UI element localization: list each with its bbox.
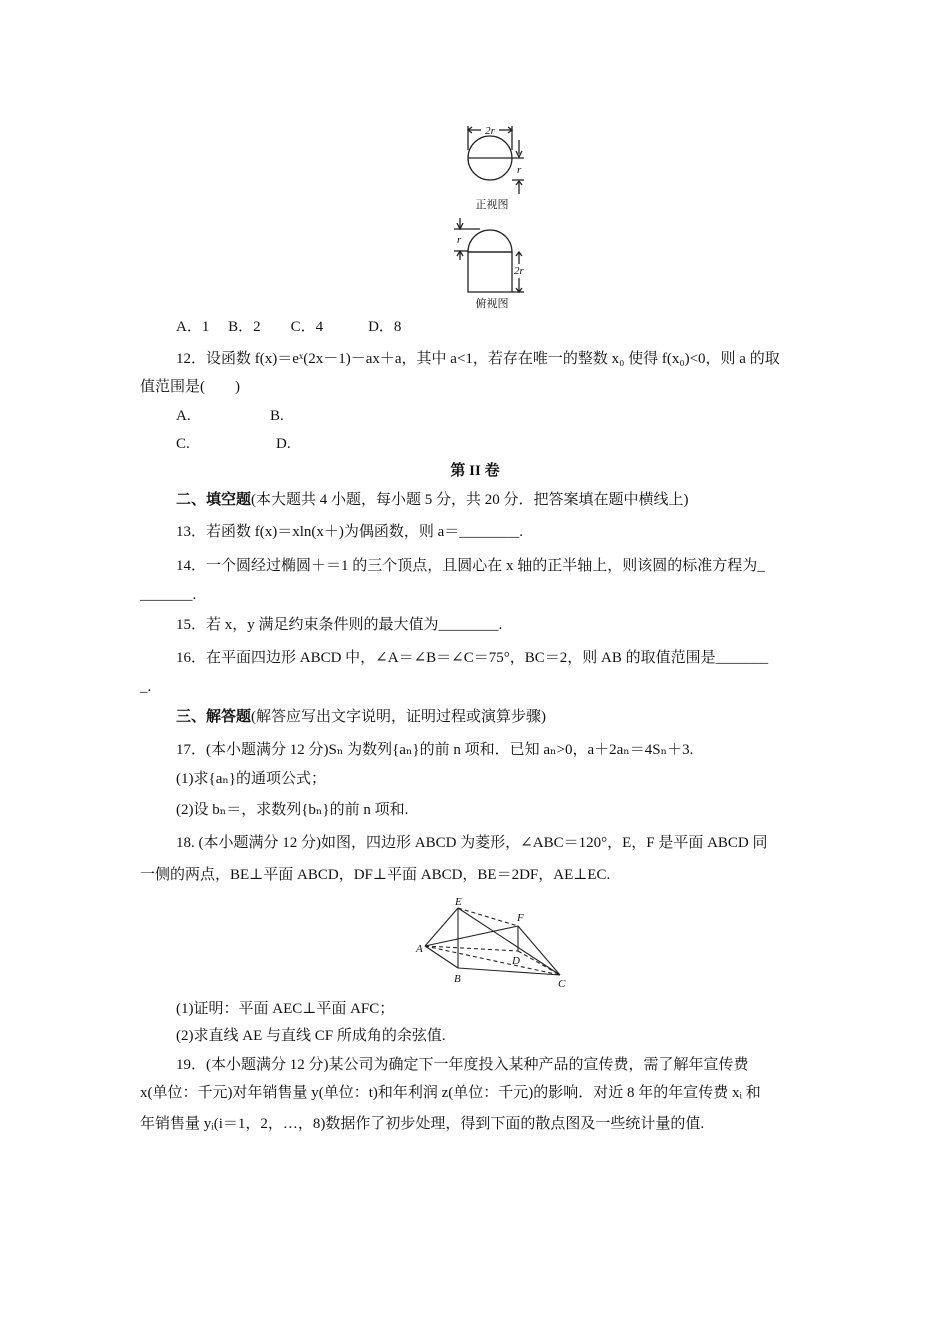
q17-stem: 17．(本小题满分 12 分)Sₙ 为数列{aₙ}的前 n 项和．已知 aₙ>0，a＋2aₙ＝4Sₙ＋3. <box>176 742 694 758</box>
solve-heading-label: 三、解答题 <box>176 709 252 725</box>
q16-line1: 16．在平面四边形 ABCD 中，∠A＝∠B＝∠C＝75°，BC＝2，则 AB 的取值范围是_______ <box>176 650 769 666</box>
q12-option-d: D. <box>276 436 291 452</box>
q12-line1: 12．设函数 f(x)＝eˣ(2x－1)－ax＋a，其中 a<1，若存在唯一的整数 x₀ 使得 f(x₀)<0，则 a 的取 <box>176 351 780 367</box>
front-view-width-label: 2r <box>485 125 495 137</box>
q12-option-a: A. <box>176 408 191 424</box>
figure-label-e: E <box>455 896 462 908</box>
fill-blank-heading <box>176 490 689 510</box>
front-view-caption: 正视图 <box>475 199 509 211</box>
figure-label-c: C <box>558 978 566 990</box>
figure-label-d: D <box>512 955 520 967</box>
top-view-height-label-left: r <box>457 234 462 246</box>
solve-heading <box>176 707 546 727</box>
q18-part2: (2)求直线 AE 与直线 CF 所成角的余弦值. <box>176 1028 446 1044</box>
q15: 15．若 x，y 满足约束条件则的最大值为________. <box>176 617 503 633</box>
q12-option-b: B. <box>270 408 284 424</box>
figure-label-f: F <box>517 912 524 924</box>
q18-part1: (1)证明：平面 AEC⊥平面 AFC； <box>176 1001 395 1017</box>
top-view-caption: 俯视图 <box>475 298 509 310</box>
q16-line2: _. <box>140 679 152 695</box>
q12-line2: 值范围是( ) <box>140 379 240 395</box>
q13: 13．若函数 f(x)＝xln(x＋)为偶函数，则 a＝________. <box>176 524 524 540</box>
section-ii-title: 第 II 卷 <box>450 463 500 479</box>
top-view-height-label-right: 2r <box>514 265 524 277</box>
q17-part2: (2)设 bₙ＝，求数列{bₙ}的前 n 项和. <box>176 802 409 818</box>
q18-line2: 一侧的两点，BE⊥平面 ABCD，DF⊥平面 ABCD，BE＝2DF，AE⊥EC. <box>140 867 611 883</box>
q12-option-c: C. <box>176 436 190 452</box>
fill-blank-heading-label: 二、填空题 <box>176 492 252 508</box>
top-view <box>454 218 524 292</box>
fill-blank-heading-note: (本大题共 4 小题，每小题 5 分，共 20 分．把答案填在题中横线上) <box>251 492 689 508</box>
q19-line3: 年销售量 yᵢ(i＝1，2，…，8)数据作了初步处理，得到下面的散点图及一些统计量的值. <box>140 1116 705 1132</box>
three-view-figure <box>440 118 540 313</box>
q17-part1: (1)求{aₙ}的通项公式； <box>176 771 327 787</box>
q18-line1: 18. (本小题满分 12 分)如图，四边形 ABCD 为菱形，∠ABC＝120°，E，F 是平面 ABCD 同 <box>176 835 768 851</box>
front-view-height-label: r <box>517 164 522 176</box>
rhombus-solid-figure <box>410 893 580 993</box>
q14-line2: _______. <box>140 587 197 603</box>
q19-line2: x(单位：千元)对年销售量 y(单位：t)和年利润 z(单位：千元)的影响．对近 8 年的年宣传费 xᵢ 和 <box>140 1085 761 1101</box>
front-view <box>468 126 524 194</box>
q19-line1: 19．(本小题满分 12 分)某公司为确定下一年度投入某种产品的宣传费，需了解年宣传费 <box>176 1057 749 1073</box>
figure-label-a: A <box>416 943 423 955</box>
solve-heading-note: (解答应写出文字说明，证明过程或演算步骤) <box>251 709 547 725</box>
q11-options: A．1 B．2 C．4 D．8 <box>176 319 402 335</box>
q14-line1: 14．一个圆经过椭圆＋＝1 的三个顶点，且圆心在 x 轴的正半轴上，则该圆的标准方程为_ <box>176 558 765 574</box>
figure-label-b: B <box>454 973 461 985</box>
